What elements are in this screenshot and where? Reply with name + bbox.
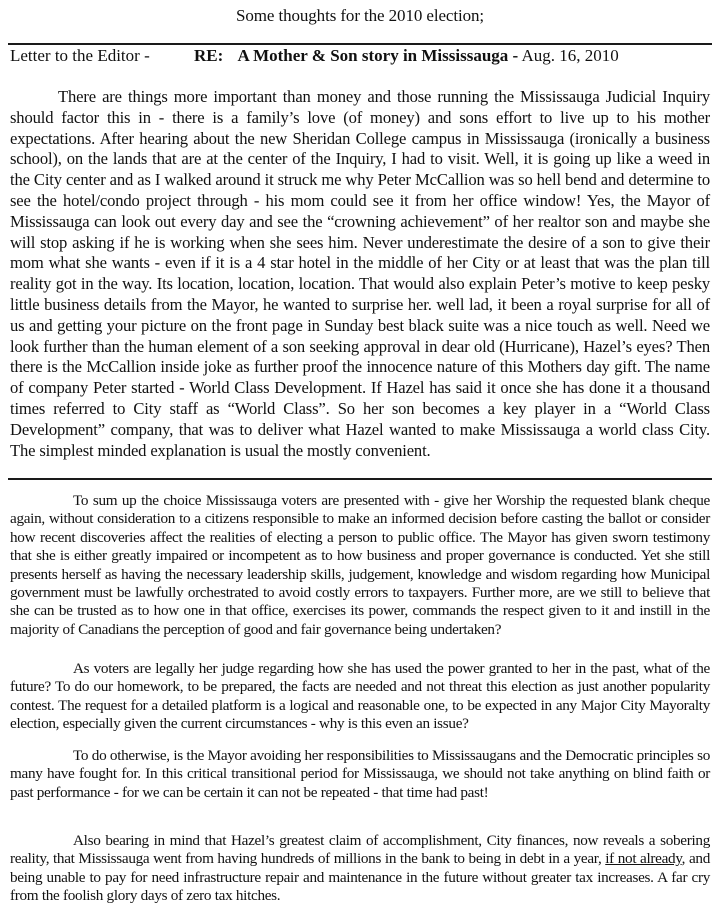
letter-header xyxy=(10,46,710,66)
letter-label: Letter to the Editor - xyxy=(10,46,150,65)
final-text-after: , and being unable to pay for need infrastructure repair and maintenance in the future without greater tax increases. A far cry from the foolish glory days of zero tax hitches. xyxy=(10,850,710,905)
letter-body: There are things more important than money and those running the Mississauga Judicial Inquiry should factor this in - there is a family’s love (of money) and sons effort to live up to his mother expectations. After hearing about the new Sheridan College campus in Mississauga (ironically a business school), on the lands that are at the center of the Inquiry, I had to visit. Well, it is going up like a weed in the City center and as I walked around it struck me why Peter McCallion was so hell bend and determine to see the hotel/condo project through - his mom could see it from her office window! Yes, the Mayor of Mississauga can look out every day and see the “crowning achievement” of her realtor son and maybe she will stop asking if he is working when she sees him. Never underestimate the desire of a son to give their mom what she wants - even if it is a 4 star hotel in the middle of her City or at least that was the plan till reality got in the way. Its location, location, location. That would also explain Peter’s motive to keep pesky little business details from the Mayor, he wanted to surprise her. well lad, it been a royal surprise for all of us and getting your picture on the front page in Sunday best black suite was a nice touch as well. Need we look further than the human element of a son seeking approval in dear old (Hurricane), Hazel’s eyes? Then there is the McCallion inside joke as further proof the innocence nature of this Mothers day gift. The name of company Peter started - World Class Development. If Hazel has said it once she has done it a thousand times referred to City staff as “World Class”. So her son becomes a key player in a “World Class Development” company, that was to deliver what Hazel wanted to make Mississauga a world class City. The simplest minded explanation is usual the mostly convenient. xyxy=(10,87,710,460)
commentary-paragraph: To sum up the choice Mississauga voters are presented with - give her Worship the requested blank cheque again, without consideration to a citizens responsible to make an informed decision before casting the ballot or consider how recent discoveries affect the realities of electing a person to public office. The Mayor has given sworn testimony that she is either greatly impaired or incompetent as to how business and proper governance is conducted. Yet she still presents herself as having the necessary leadership skills, judgement, knowledge and wisdom regarding how Municipal government must be lawfully orchestrated to avoid costly errors to taxpayers. Further more, are we still to believe that she can be trusted as to how one in that office, exercises its power, commands the respect given to it and instill in the majority of Canadians the perception of good and fair governance being undertaken? xyxy=(10,492,710,638)
section-divider xyxy=(8,478,712,480)
letter-subject: A Mother & Son story in Mississauga - xyxy=(237,46,519,65)
letter-date: Aug. 16, 2010 xyxy=(521,46,619,65)
final-text-before: Also bearing in mind that Hazel’s greatest claim of accomplishment, City finances, now reveals a sobering reality, that Mississauga went from having hundreds of millions in the bank to being in debt in a year, xyxy=(10,832,710,868)
header-divider xyxy=(8,43,712,45)
final-paragraph xyxy=(10,832,710,906)
commentary-paragraph: As voters are legally her judge regarding how she has used the power granted to her in the past, what of the future? To do our homework, to be prepared, the facts are needed and not threat this election as just another popularity contest. The request for a detailed platform is a logical and reasonable one, to be expected in any Major City Mayoralty election, especially given the current circumstances - why is this even an issue? xyxy=(10,660,710,733)
commentary-paragraph: To do otherwise, is the Mayor avoiding her responsibilities to Mississaugans and the Democratic principles so many have fought for. In this critical transitional period for Mississauga, we should not take anything on blind faith or past performance - for we can be certain it can not be repeated - that time had past! xyxy=(10,747,710,801)
re-label: RE: xyxy=(193,46,224,65)
underlined-phrase: if not already xyxy=(605,850,682,868)
page-title: Some thoughts for the 2010 election; xyxy=(235,6,485,25)
